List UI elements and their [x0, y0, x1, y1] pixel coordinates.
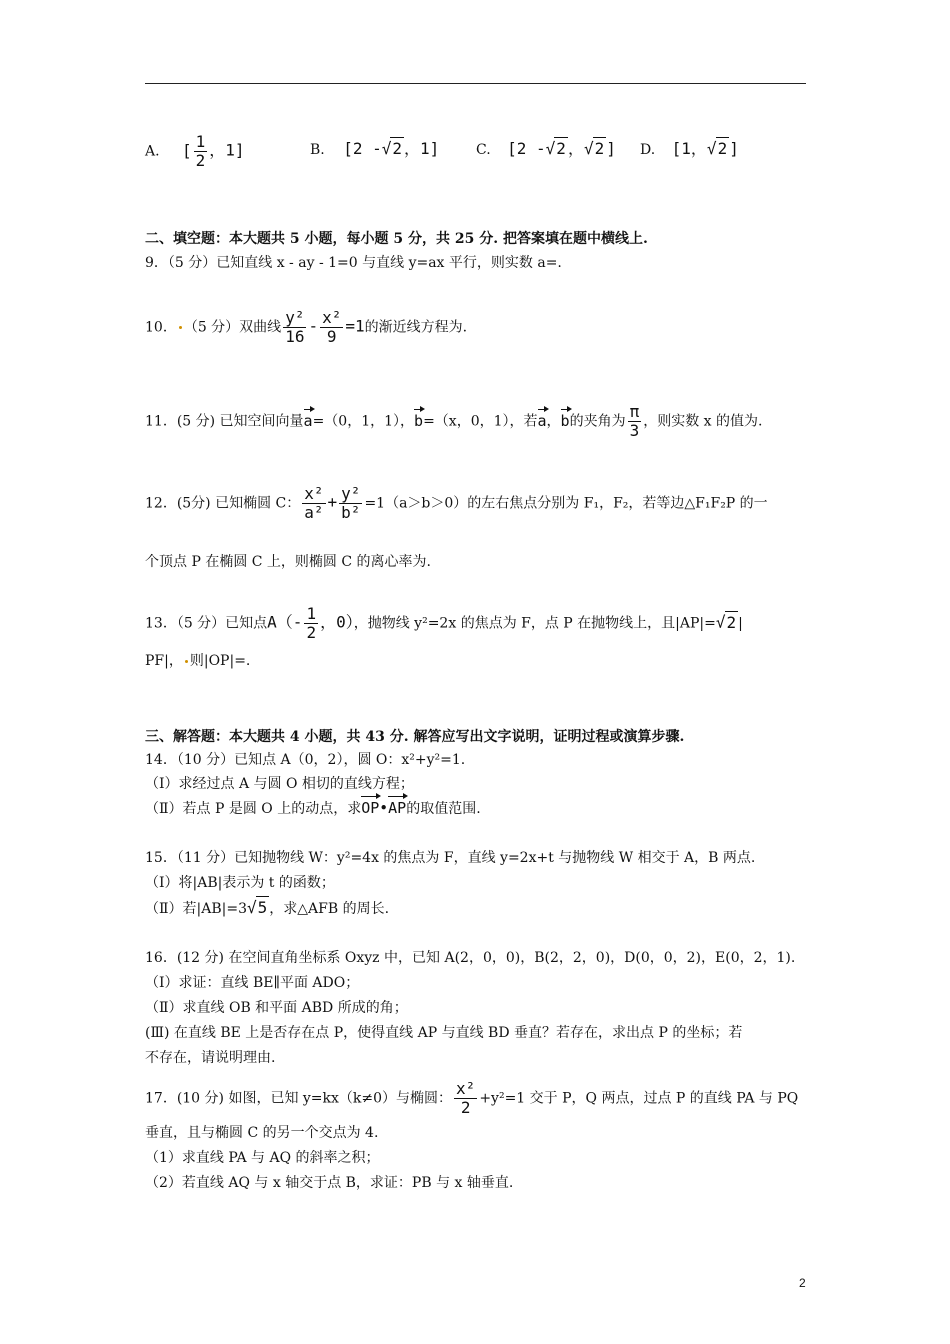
choice-d-text: [1，	[671, 139, 707, 158]
q11-pi-den: 3	[629, 421, 640, 440]
vector-a-2: a	[537, 411, 547, 430]
q12-f2-num: y²	[341, 484, 361, 503]
vector-op: OP	[361, 799, 380, 817]
q13-f-den: 2	[306, 623, 317, 642]
question-12	[145, 486, 768, 521]
q17-text2: +y²=1 交于 P，Q 两点，过点 P 的直线 PA 与 PQ	[479, 1090, 799, 1107]
question-13-line2	[145, 650, 250, 672]
choice-b-label: B.	[310, 142, 325, 158]
q17-f-num: x²	[456, 1079, 476, 1098]
q12-f1-num: x²	[304, 484, 324, 503]
q12-plus: +	[327, 492, 338, 512]
question-15-part1: （Ⅰ）将|AB|表示为 t 的函数；	[145, 875, 335, 891]
q11-comma: ，	[546, 413, 561, 430]
q11-text1: 11．(5 分) 已知空间向量	[145, 413, 304, 430]
question-12-line2: 个顶点 P 在椭圆 C 上，则椭圆 C 的离心率为.	[145, 554, 431, 570]
q12-fraction1	[302, 486, 325, 521]
q10-text1: （5 分）双曲线	[183, 319, 282, 336]
vector-b: b	[414, 411, 424, 430]
q13-fraction	[304, 606, 318, 641]
q10-eq: =1	[345, 316, 365, 336]
q12-fraction2	[339, 486, 362, 521]
q11-text2: 的夹角为	[569, 413, 626, 430]
choice-a-den: 2	[195, 151, 206, 170]
decorative-dot	[185, 660, 188, 663]
q17-f-den: 2	[460, 1098, 471, 1117]
question-14-part1: （Ⅰ）求经过点 A 与圆 O 相切的直线方程；	[145, 776, 414, 792]
q15-part2b: ，求△AFB 的周长.	[269, 901, 390, 917]
vector-a: a	[303, 411, 313, 430]
choice-a-bracket: [	[182, 140, 192, 160]
choice-c-sqrt1: 2	[556, 139, 566, 158]
q13-f-num: 1	[306, 604, 317, 623]
choice-c-label: C.	[476, 142, 491, 158]
question-14: 14．（10 分）已知点 A（0，2），圆 O：x²+y²=1.	[145, 752, 466, 768]
vector-b-2: b	[560, 411, 570, 430]
choice-d-label: D.	[640, 142, 656, 158]
q10-f1-den: 16	[285, 327, 305, 346]
choice-d-sqrt: 2	[717, 139, 728, 158]
question-14-part2	[145, 797, 481, 820]
question-13: 13．（5 分）已知点A（- $\frac{1}{2}$ ，0），抛物线 y²=2x 的焦点为 F，点 P 在抛物线上，且|AP|=√2 |	[145, 604, 743, 642]
q14-part2a: （Ⅱ）若点 P 是圆 O 上的动点，求	[145, 801, 362, 817]
question-9: 9．（5 分）已知直线 x - ay - 1=0 与直线 y=ax 平行，则实数 a=.	[145, 255, 562, 271]
question-15-part2: （Ⅱ）若|AB|=3√5 ，求△AFB 的周长.	[145, 898, 390, 917]
q10-fraction1	[283, 310, 306, 345]
q13-text1: 13．（5 分）已知点	[145, 615, 268, 632]
choice-c-sqrt2: 2	[594, 139, 605, 158]
choice-c-text: [2 -	[507, 139, 546, 158]
choice-a	[145, 134, 245, 169]
question-17-part2: （2）若直线 AQ 与 x 轴交于点 B，求证：PB 与 x 轴垂直.	[145, 1175, 514, 1191]
question-16-part3: (Ⅲ) 在直线 BE 上是否存在点 P，使得直线 AP 与直线 BD 垂直？若存在，求出点 P 的坐标；若	[145, 1025, 743, 1041]
q15-part2a: （Ⅱ）若|AB|=3	[145, 901, 247, 917]
question-15: 15．（11 分）已知抛物线 W：y²=4x 的焦点为 F，直线 y=2x+t 与抛物线 W 相交于 A，B 两点.	[145, 850, 756, 866]
choice-a-rest: ，1]	[209, 140, 245, 160]
q11-a-value: =（0，1，1），	[312, 413, 415, 430]
choice-c: C. [2 -√2 ，√2 ]	[476, 139, 616, 158]
choice-d-rest: ]	[729, 139, 739, 158]
q13-point-a: A（-	[267, 612, 303, 632]
choice-b-text: [2 -	[343, 139, 382, 158]
q10-f1-num: y²	[285, 308, 305, 327]
q17-text1: 17．(10 分) 如图，已知 y=kx（k≠0）与椭圆：	[145, 1090, 453, 1107]
q15-sqrt: 5	[257, 898, 268, 917]
q13-sqrt: 2	[726, 612, 737, 632]
question-17-line2: 垂直，且与椭圆 C 的另一个交点为 4.	[145, 1125, 379, 1141]
q10-fraction2	[320, 310, 343, 345]
q13-line2b: 则|OP|=.	[189, 653, 251, 669]
q13-text2: ，抛物线 y²=2x 的焦点为 F，点 P 在抛物线上，且|AP|=	[353, 615, 716, 632]
section2-heading: 二、填空题：本大题共 5 小题，每小题 5 分，共 25 分. 把答案填在题中横线上.	[145, 231, 648, 247]
question-16-part2: （Ⅱ）求直线 OB 和平面 ABD 所成的角；	[145, 1000, 408, 1016]
choice-b-rest: ，1]	[404, 139, 440, 158]
q10-text2: 的渐近线方程为.	[364, 319, 468, 336]
question-16: 16．(12 分) 在空间直角坐标系 Oxyz 中，已知 A(2，0，0)，B(2，2，0)，D(0，0，2)，E(0，2，1).	[145, 950, 796, 966]
q11-pi-num: π	[629, 402, 640, 421]
question-10	[145, 310, 467, 345]
choice-b-sqrt: 2	[392, 139, 403, 158]
question-16-part1: （Ⅰ）求证：直线 BE∥平面 ADO；	[145, 975, 360, 991]
q10-minus: -	[308, 316, 319, 336]
question-17-part1: （1）求直线 PA 与 AQ 的斜率之积；	[145, 1150, 380, 1166]
choice-d: D. [1，√2 ]	[640, 139, 739, 158]
q12-text1: 12．(5分) 已知椭圆 C：	[145, 495, 301, 512]
choice-c-mid: ，	[567, 139, 584, 158]
q14-dot-product: •	[379, 799, 389, 817]
q17-fraction	[454, 1081, 477, 1116]
q12-f2-den: b²	[341, 503, 361, 522]
q12-text2: =1（a＞b＞0）的左右焦点分别为 F₁，F₂，若等边△F₁F₂P 的一	[364, 495, 768, 512]
q11-pi-fraction	[628, 404, 642, 439]
q10-f2-num: x²	[322, 308, 342, 327]
q10-number: 10．	[145, 319, 177, 336]
question-17	[145, 1081, 798, 1116]
q13-point-a-rest: ，0）	[320, 612, 354, 632]
choice-c-rest: ]	[606, 139, 616, 158]
q14-part2b: 的取值范围.	[406, 801, 481, 817]
page-number: 2	[799, 1276, 806, 1290]
vector-ap: AP	[388, 799, 407, 817]
decorative-dot	[179, 326, 182, 329]
question-11	[145, 404, 762, 439]
q12-f1-den: a²	[304, 503, 324, 522]
section3-heading: 三、解答题：本大题共 4 小题，共 43 分. 解答应写出文字说明，证明过程或演算步骤.	[145, 729, 685, 745]
choice-a-label: A.	[145, 143, 160, 160]
question-16-part3b: 不存在，请说明理由.	[145, 1050, 276, 1066]
header-rule	[145, 83, 806, 84]
q13-text3: |	[738, 615, 743, 632]
choice-a-fraction	[194, 134, 208, 169]
q11-text3: ，则实数 x 的值为.	[643, 413, 763, 430]
q10-f2-den: 9	[326, 327, 337, 346]
choice-b: B. [2 -√2 ，1]	[310, 139, 440, 158]
choice-a-num: 1	[195, 132, 206, 151]
q11-b-value: =（x，0，1），若	[423, 413, 538, 430]
q13-line2a: PF|，	[145, 653, 183, 669]
